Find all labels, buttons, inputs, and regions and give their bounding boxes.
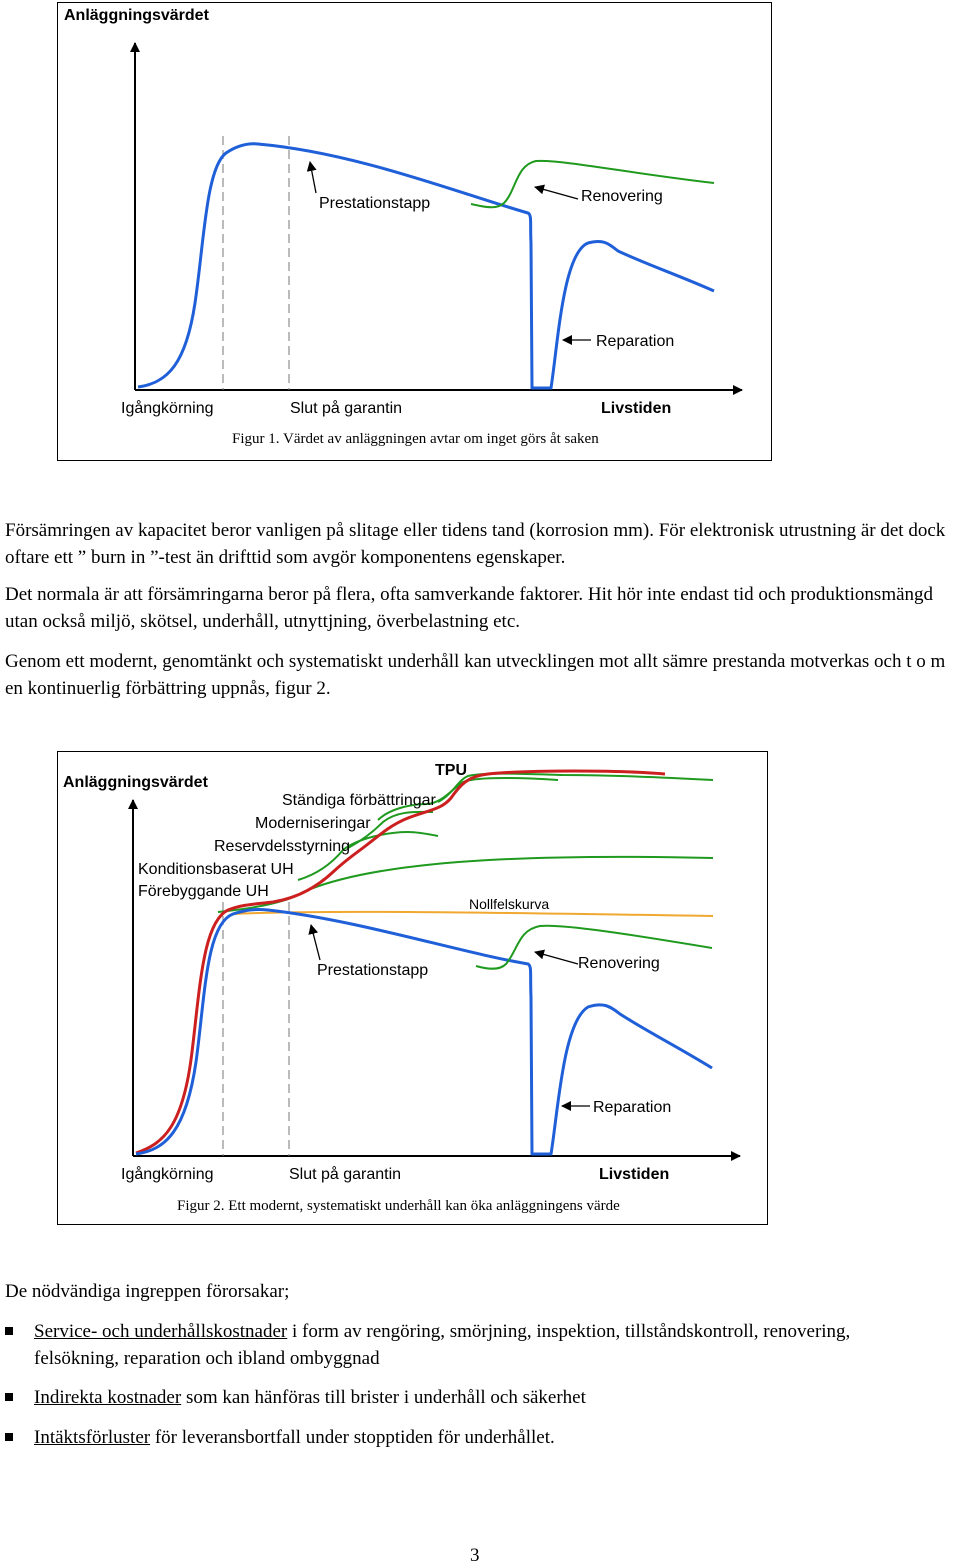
performance-curve [136,909,712,1154]
page-number: 3 [470,1545,480,1566]
renovering-arrow [535,187,578,199]
renovering-label: Renovering [581,188,663,205]
forebyggande-label: Förebyggande UH [138,883,269,900]
nollfel-label: Nollfelskurva [469,896,550,912]
figure-2-graph [58,752,769,1226]
prestationstapp-arrow [311,925,320,960]
reservdel-label: Reservdelsstyrning [214,838,351,855]
bullet-square-icon [5,1433,13,1441]
figure-2 [57,751,768,1225]
performance-curve [138,144,714,388]
reparation-label: Reparation [593,1099,672,1116]
list-item [5,1424,955,1452]
bullet-text: för leveransbortfall under stopptiden för underhållet. [150,1427,555,1448]
slut-pa-garantin-label: Slut på garantin [290,400,403,417]
list-intro: De nödvändiga ingreppen förorsakar; [5,1281,290,1302]
renovering-label: Renovering [578,955,660,972]
livstiden-label: Livstiden [599,1166,670,1183]
igangkorning-label: Igångkörning [121,1166,214,1183]
bullet-term: Intäktsförluster [34,1427,151,1448]
prestationstapp-arrow [310,162,316,193]
paragraph-1: Försämringen av kapacitet beror vanligen på slitage eller tidens tand (korrosion mm). För elektronisk utrustning är det dock oftare ett ” burn in ”-test än drifttid som avgör komponentens egenskaper. [5,520,946,568]
figure-1-caption: Figur 1. Värdet av anläggningen avtar om inget görs åt saken [232,431,599,447]
slut-pa-garantin-label: Slut på garantin [289,1166,402,1183]
prestationstapp-label: Prestationstapp [317,962,429,979]
bullet-term: Service- och underhållskostnader [34,1321,288,1342]
standiga-label: Ständiga förbättringar [282,792,436,809]
paragraph-3: Genom ett modernt, genomtänkt och systematiskt underhåll kan utvecklingen mot allt sämre prestanda motverkas och t o m en kontinuerlig förbättring uppnås, figur 2. [5,651,946,699]
bullet-text: i form av rengöring, smörjning, inspektion, tillståndskontroll, renovering, felsökning, reparation och ibland ombyggnad [34,1321,851,1369]
bullet-term: Indirekta kostnader [34,1387,182,1408]
paragraph-2: Det normala är att försämringarna beror på flera, ofta samverkande faktorer. Hit hör inte endast tid och produktionsmängd utan också miljö, skötsel, underhåll, utnyttjning, överbelastning etc. [5,584,934,632]
bullet-square-icon [5,1393,13,1401]
igangkorning-label: Igångkörning [121,400,214,417]
figure-1 [57,2,772,461]
reparation-label: Reparation [596,333,675,350]
y-axis-label: Anläggningsvärdet [63,774,208,791]
prestationstapp-label: Prestationstapp [319,195,431,212]
tpu-label: TPU [435,762,467,779]
moderniseringar-label: Moderniseringar [255,815,371,832]
bullet-square-icon [5,1327,13,1335]
y-axis-label: Anläggningsvärdet [64,7,209,24]
list-item [5,1318,955,1374]
list-item [5,1384,955,1412]
bullet-text: som kan hänföras till brister i underhåll och säkerhet [181,1387,586,1408]
konditions-label: Konditionsbaserat UH [138,861,294,878]
figure-2-caption: Figur 2. Ett modernt, systematiskt underhåll kan öka anläggningens värde [177,1198,620,1214]
renovering-arrow [535,952,578,964]
figure-1-graph [58,3,773,462]
livstiden-label: Livstiden [601,400,672,417]
